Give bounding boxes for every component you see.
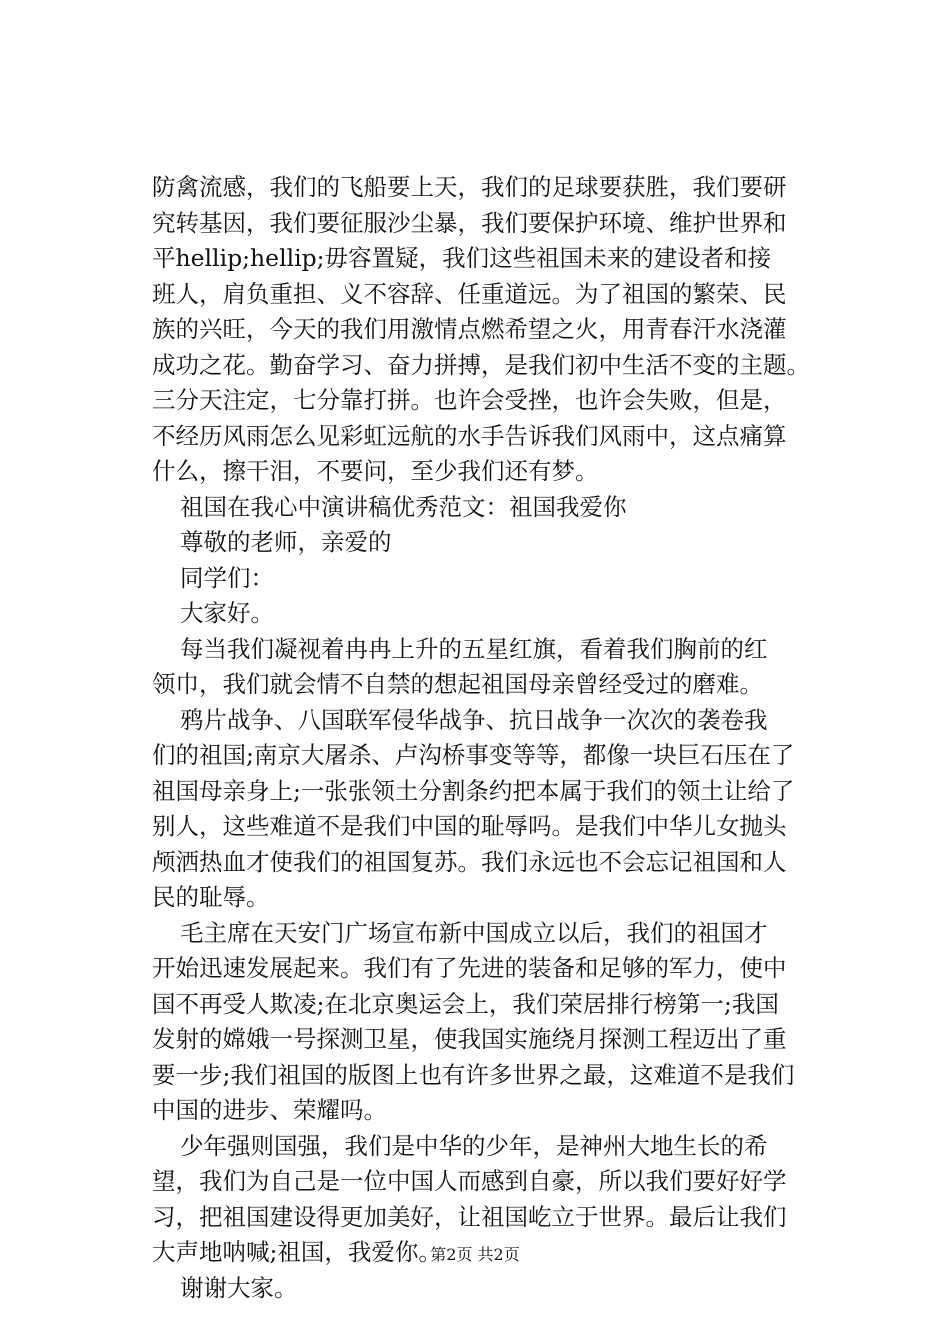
document-body bbox=[152, 170, 842, 1306]
text-line: 要一步;我们祖国的版图上也有许多世界之最，这难道不是我们 bbox=[152, 1060, 795, 1089]
text-line: 国不再受人欺凌;在北京奥运会上，我们荣居排行榜第一;我国 bbox=[152, 989, 779, 1018]
text-line: 鸦片战争、八国联军侵华战争、抗日战争一次次的袭卷我 bbox=[180, 705, 768, 734]
text-line: 别人，这些难道不是我们中国的耻辱吗。是我们中华儿女抛头 bbox=[152, 812, 787, 840]
text-line: 大声地呐喊;祖国，我爱你。 bbox=[152, 1238, 442, 1266]
text-line: 祖国母亲身上;一张张领土分割条约把本属于我们的领土让给了 bbox=[152, 776, 795, 805]
text-line: 们的祖国;南京大屠杀、卢沟桥事变等等，都像一块巨石压在了 bbox=[152, 741, 795, 769]
text-line: 班人，肩负重担、义不容辞、任重道远。为了祖国的繁荣、民 bbox=[152, 279, 787, 308]
text-line: 颅洒热血才使我们的祖国复苏。我们永远也不会忘记祖国和人 bbox=[152, 847, 787, 876]
text-line: 发射的嫦娥一号探测卫星，使我国实施绕月探测工程迈出了重 bbox=[152, 1025, 787, 1053]
text-line: 望，我们为自己是一位中国人而感到自豪，所以我们要好好学 bbox=[152, 1167, 787, 1195]
text-line: 防禽流感，我们的飞船要上天，我们的足球要获胜，我们要研 bbox=[152, 173, 787, 201]
text-line: 什么，擦干泪，不要问，至少我们还有梦。 bbox=[152, 457, 599, 485]
text-line: 大家好。 bbox=[180, 599, 274, 627]
text-line: 平hellip;hellip;毋容置疑，我们这些祖国未来的建设者和接 bbox=[152, 244, 772, 272]
text-line: 每当我们凝视着冉冉上升的五星红旗，看着我们胸前的红 bbox=[180, 634, 768, 663]
text-line: 毛主席在天安门广场宣布新中国成立以后，我们的祖国才 bbox=[180, 918, 768, 947]
text-line: 祖国在我心中演讲稿优秀范文：祖国我爱你 bbox=[180, 492, 627, 521]
text-line: 族的兴旺，今天的我们用激情点燃希望之火，用青春汗水浇灌 bbox=[152, 315, 787, 343]
text-line: 尊敬的老师，亲爱的 bbox=[180, 528, 392, 556]
text-line: 不经历风雨怎么见彩虹远航的水手告诉我们风雨中，这点痛算 bbox=[152, 421, 787, 450]
text-line: 成功之花。勤奋学习、奋力拼搏，是我们初中生活不变的主题。 bbox=[152, 350, 810, 379]
page-footer: 第2页 共2页 bbox=[430, 1245, 520, 1264]
text-line: 谢谢大家。 bbox=[180, 1273, 298, 1302]
text-line: 同学们： bbox=[180, 563, 274, 592]
text-line: 领巾，我们就会情不自禁的想起祖国母亲曾经受过的磨难。 bbox=[152, 670, 763, 698]
text-line: 民的耻辱。 bbox=[152, 883, 270, 911]
text-line: 少年强则国强，我们是中华的少年，是神州大地生长的希 bbox=[180, 1131, 768, 1160]
text-line: 习，把祖国建设得更加美好，让祖国屹立于世界。最后让我们 bbox=[152, 1202, 787, 1231]
text-line: 中国的进步、荣耀吗。 bbox=[152, 1096, 387, 1124]
text-line: 开始迅速发展起来。我们有了先进的装备和足够的军力，使中 bbox=[152, 954, 787, 982]
text-line: 三分天注定，七分靠打拼。也许会受挫，也许会失败，但是， bbox=[152, 386, 787, 414]
text-line: 究转基因，我们要征服沙尘暴，我们要保护环境、维护世界和 bbox=[152, 208, 787, 237]
